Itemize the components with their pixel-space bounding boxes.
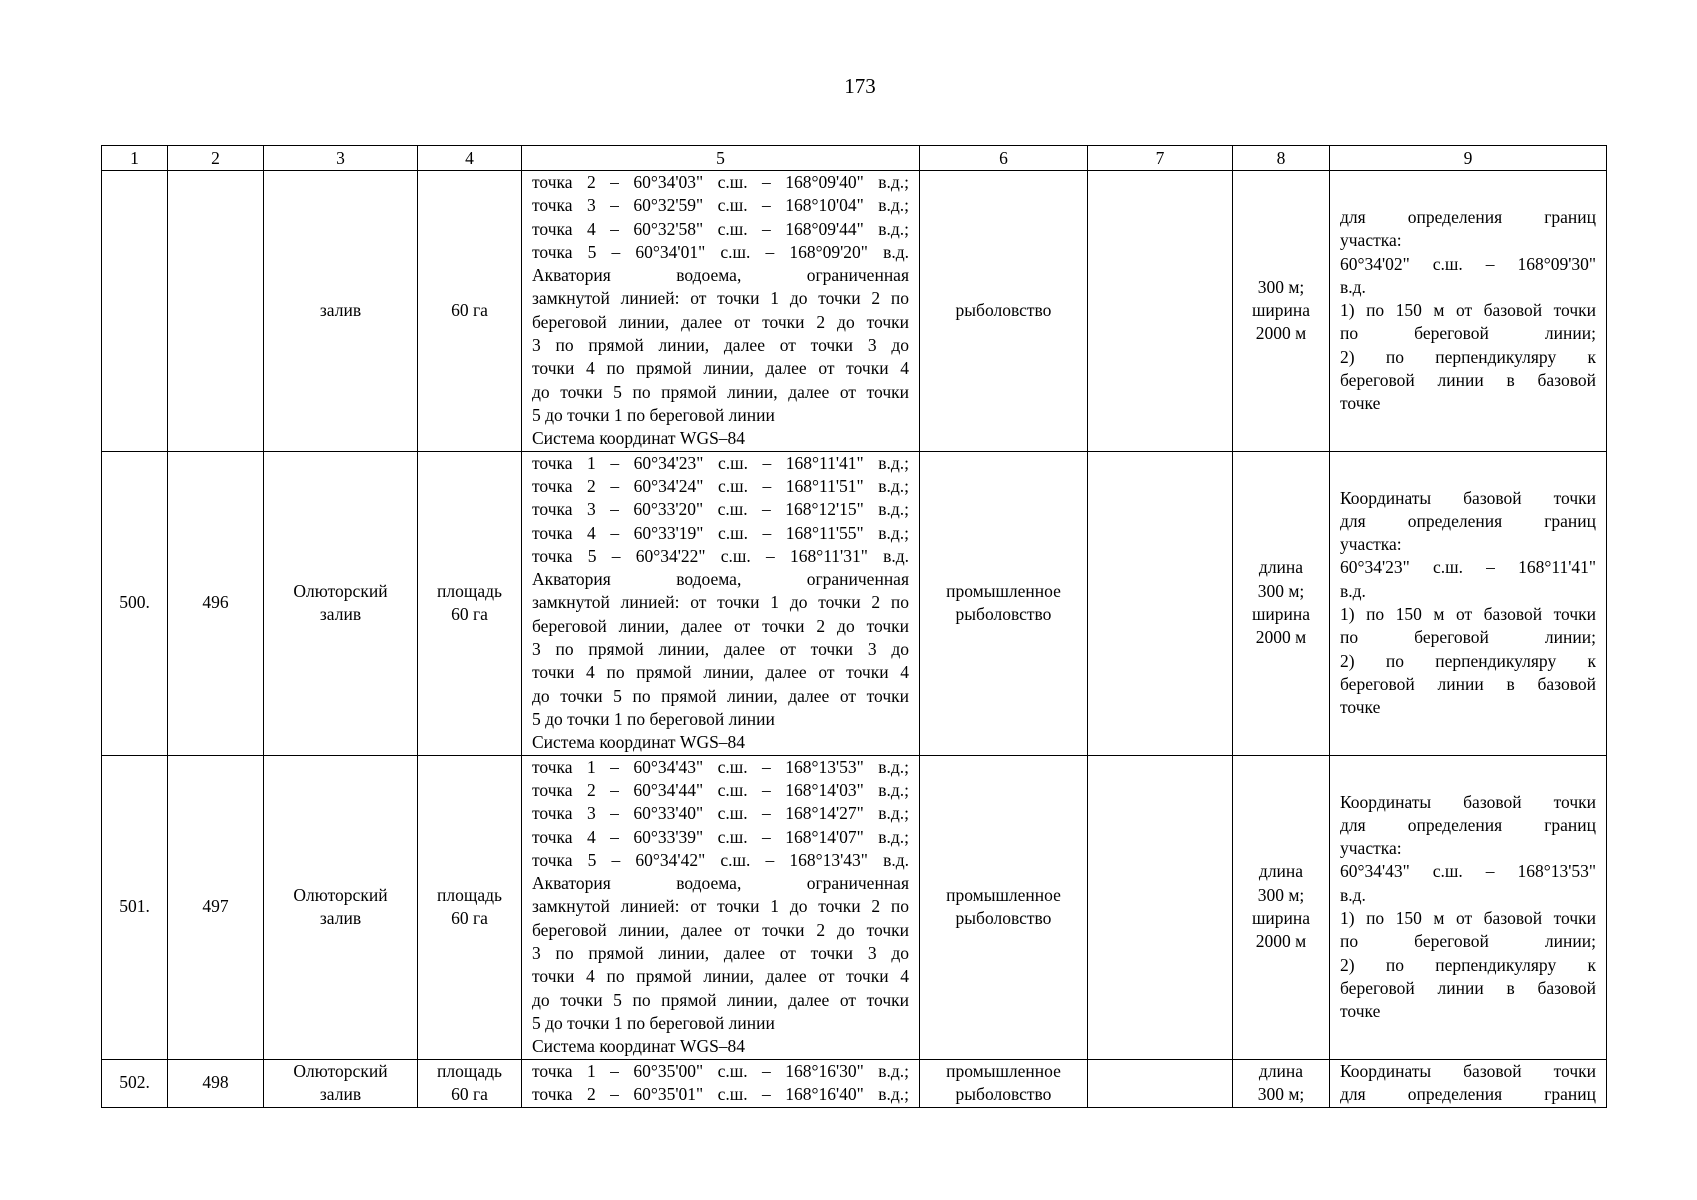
fishing-type-line: промышленное — [946, 1060, 1061, 1081]
coordinate-line: береговой линии, далее от точки 2 до точки — [532, 919, 909, 940]
site-size-cell — [1233, 171, 1330, 452]
area-cell — [418, 171, 522, 452]
column-header: 8 — [1233, 146, 1330, 171]
site-id-cell: 497 — [168, 755, 264, 1059]
base-point-cell — [1330, 171, 1607, 452]
base-point-line: для определения границ — [1340, 510, 1596, 531]
coordinate-line: точка 4 – 60°33'39" с.ш. – 168°14'07" в.д.; — [532, 826, 909, 847]
water-body-cell — [264, 451, 418, 755]
coordinate-line: Система координат WGS–84 — [532, 1036, 746, 1057]
row-number-cell — [102, 171, 168, 452]
base-point-line: 2) по перпендикуляру к — [1340, 650, 1596, 671]
coordinates-cell — [522, 1059, 920, 1107]
base-point-line: Координаты базовой точки — [1340, 791, 1596, 812]
coordinate-line: точка 3 – 60°33'40" с.ш. – 168°14'27" в.д.; — [532, 803, 909, 824]
base-point-line: для определения границ — [1340, 206, 1596, 227]
coordinate-line: замкнутой линией: от точки 1 до точки 2 по — [532, 592, 909, 613]
fishing-type-line: рыболовство — [955, 1084, 1052, 1105]
coordinate-line: замкнутой линией: от точки 1 до точки 2 по — [532, 896, 909, 917]
base-point-line: 60°34'43" с.ш. – 168°13'53" — [1340, 861, 1596, 882]
coordinate-line: до точки 5 по прямой линии, далее от точки — [532, 381, 909, 402]
empty-cell — [1088, 755, 1233, 1059]
base-point-line: 1) по 150 м от базовой точки — [1340, 908, 1596, 929]
base-point-line: точке — [1340, 1001, 1381, 1022]
site-id-cell: 496 — [168, 451, 264, 755]
coordinate-line: 5 до точки 1 по береговой линии — [532, 404, 775, 425]
area-line: площадь — [437, 580, 502, 601]
coordinate-line: точка 2 – 60°34'44" с.ш. – 168°14'03" в.д.; — [532, 779, 909, 800]
fishing-type-line: рыболовство — [955, 908, 1052, 929]
column-header: 2 — [168, 146, 264, 171]
site-size-line: 300 м; — [1257, 1084, 1305, 1105]
base-point-line: 60°34'02" с.ш. – 168°09'30" — [1340, 253, 1596, 274]
water-body-line: залив — [319, 1084, 362, 1105]
base-point-line: в.д. — [1340, 276, 1366, 297]
site-size-line: 300 м; — [1257, 580, 1305, 601]
area-line: площадь — [437, 884, 502, 905]
coordinate-line: Акватория водоема, ограниченная — [532, 873, 909, 894]
coordinate-line: 5 до точки 1 по береговой линии — [532, 1012, 775, 1033]
coordinate-line: точка 1 – 60°35'00" с.ш. – 168°16'30" в.д.; — [532, 1060, 909, 1081]
site-size-line: длина — [1258, 1060, 1304, 1081]
site-size-line: 300 м; — [1257, 884, 1305, 905]
area-cell — [418, 755, 522, 1059]
coordinate-line: точка 4 – 60°33'19" с.ш. – 168°11'55" в.д.; — [532, 522, 909, 543]
site-size-cell — [1233, 755, 1330, 1059]
fishing-type-cell — [920, 755, 1088, 1059]
site-size-cell — [1233, 1059, 1330, 1107]
fishing-type-line: рыболовство — [955, 300, 1052, 321]
coordinate-line: точки 4 по прямой линии, далее от точки 4 — [532, 662, 909, 683]
site-size-line: длина — [1258, 861, 1304, 882]
base-point-line: 60°34'23" с.ш. – 168°11'41" — [1340, 557, 1596, 578]
site-size-line: ширина — [1251, 604, 1311, 625]
column-header: 9 — [1330, 146, 1607, 171]
water-body-line: залив — [319, 908, 362, 929]
site-size-line: длина — [1258, 557, 1304, 578]
empty-cell — [1088, 171, 1233, 452]
coordinate-line: точка 5 – 60°34'01" с.ш. – 168°09'20" в.д. — [532, 241, 909, 262]
base-point-line: точке — [1340, 697, 1381, 718]
base-point-line: 1) по 150 м от базовой точки — [1340, 300, 1596, 321]
base-point-line: береговой линии в базовой — [1340, 370, 1596, 391]
coordinate-line: точки 4 по прямой линии, далее от точки 4 — [532, 358, 909, 379]
site-size-line: ширина — [1251, 300, 1311, 321]
water-body-cell — [264, 171, 418, 452]
base-point-line: по береговой линии; — [1340, 323, 1596, 344]
column-header: 3 — [264, 146, 418, 171]
area-cell — [418, 1059, 522, 1107]
water-body-cell — [264, 755, 418, 1059]
base-point-line: по береговой линии; — [1340, 931, 1596, 952]
base-point-line: 2) по перпендикуляру к — [1340, 954, 1596, 975]
coordinate-line: Акватория водоема, ограниченная — [532, 569, 909, 590]
base-point-line: по береговой линии; — [1340, 627, 1596, 648]
base-point-line: в.д. — [1340, 580, 1366, 601]
base-point-line: для определения границ — [1340, 814, 1596, 835]
coordinate-line: 3 по прямой линии, далее от точки 3 до — [532, 639, 909, 659]
base-point-line: береговой линии в базовой — [1340, 977, 1596, 998]
coordinate-line: замкнутой линией: от точки 1 до точки 2 по — [532, 288, 909, 309]
column-header: 4 — [418, 146, 522, 171]
base-point-line: участка: — [1340, 534, 1402, 555]
coordinate-line: Система координат WGS–84 — [532, 732, 746, 753]
base-point-line: участка: — [1340, 230, 1402, 251]
column-header: 6 — [920, 146, 1088, 171]
water-body-line: Олюторский — [293, 1060, 388, 1081]
table-row — [102, 1059, 1607, 1107]
coordinate-line: точка 3 – 60°32'59" с.ш. – 168°10'04" в.д.; — [532, 195, 909, 216]
site-id-cell: 498 — [168, 1059, 264, 1107]
area-line: площадь — [437, 1060, 502, 1081]
water-body-line: залив — [319, 300, 362, 321]
row-number-cell: 502. — [102, 1059, 168, 1107]
coordinate-line: точка 5 – 60°34'42" с.ш. – 168°13'43" в.д. — [532, 849, 909, 870]
column-header: 5 — [522, 146, 920, 171]
area-line: 60 га — [451, 604, 488, 625]
water-body-line: залив — [319, 604, 362, 625]
coordinate-line: точка 1 – 60°34'23" с.ш. – 168°11'41" в.д.; — [532, 452, 909, 473]
base-point-line: 1) по 150 м от базовой точки — [1340, 604, 1596, 625]
base-point-cell — [1330, 1059, 1607, 1107]
base-point-line: 2) по перпендикуляру к — [1340, 346, 1596, 367]
site-size-line: ширина — [1251, 908, 1311, 929]
coordinate-line: точка 1 – 60°34'43" с.ш. – 168°13'53" в.д.; — [532, 756, 909, 777]
page-number: 173 — [844, 74, 876, 98]
row-number-cell: 500. — [102, 451, 168, 755]
table-row — [102, 755, 1607, 1059]
site-size-line: 300 м; — [1257, 276, 1305, 297]
column-number-row — [102, 146, 1607, 171]
site-size-line: 2000 м — [1255, 323, 1307, 344]
coordinate-line: точка 2 – 60°34'03" с.ш. – 168°09'40" в.д.; — [532, 172, 909, 192]
coordinate-line: до точки 5 по прямой линии, далее от точки — [532, 989, 909, 1010]
coordinate-line: до точки 5 по прямой линии, далее от точки — [532, 685, 909, 706]
area-line: 60 га — [451, 300, 488, 321]
empty-cell — [1088, 451, 1233, 755]
water-body-line: Олюторский — [293, 580, 388, 601]
column-header: 7 — [1088, 146, 1233, 171]
site-size-line: 2000 м — [1255, 627, 1307, 648]
fishing-type-line: промышленное — [946, 884, 1061, 905]
coordinate-line: Акватория водоема, ограниченная — [532, 265, 909, 286]
base-point-line: береговой линии в базовой — [1340, 673, 1596, 694]
area-cell — [418, 451, 522, 755]
water-body-cell — [264, 1059, 418, 1107]
coordinate-line: точки 4 по прямой линии, далее от точки 4 — [532, 966, 909, 987]
coordinate-line: 5 до точки 1 по береговой линии — [532, 708, 775, 729]
table-row — [102, 171, 1607, 452]
coordinates-cell — [522, 755, 920, 1059]
coordinate-line: точка 5 – 60°34'22" с.ш. – 168°11'31" в.д. — [532, 545, 909, 566]
base-point-line: Координаты базовой точки — [1340, 1060, 1596, 1081]
site-size-line: 2000 м — [1255, 931, 1307, 952]
coordinate-line: 3 по прямой линии, далее от точки 3 до — [532, 943, 909, 963]
fishing-type-cell — [920, 451, 1088, 755]
site-id-cell — [168, 171, 264, 452]
base-point-line: для определения границ — [1340, 1084, 1596, 1105]
empty-cell — [1088, 1059, 1233, 1107]
site-size-cell — [1233, 451, 1330, 755]
base-point-line: Координаты базовой точки — [1340, 487, 1596, 508]
base-point-cell — [1330, 451, 1607, 755]
fishing-type-cell — [920, 1059, 1088, 1107]
coordinate-line: 3 по прямой линии, далее от точки 3 до — [532, 335, 909, 356]
water-body-line: Олюторский — [293, 884, 388, 905]
coordinate-line: береговой линии, далее от точки 2 до точки — [532, 311, 909, 332]
fishing-sites-table — [101, 145, 1607, 1108]
coordinate-line: береговой линии, далее от точки 2 до точки — [532, 615, 909, 636]
area-line: 60 га — [451, 1084, 488, 1105]
base-point-line: точке — [1340, 393, 1381, 414]
column-header: 1 — [102, 146, 168, 171]
coordinate-line: точка 4 – 60°32'58" с.ш. – 168°09'44" в.д.; — [532, 218, 909, 239]
coordinate-line: точка 2 – 60°35'01" с.ш. – 168°16'40" в.д.; — [532, 1084, 909, 1105]
coordinates-cell — [522, 171, 920, 452]
coordinate-line: точка 2 – 60°34'24" с.ш. – 168°11'51" в.д.; — [532, 475, 909, 496]
fishing-type-line: рыболовство — [955, 604, 1052, 625]
coordinates-cell — [522, 451, 920, 755]
base-point-line: участка: — [1340, 838, 1402, 859]
base-point-line: в.д. — [1340, 884, 1366, 905]
coordinate-line: Система координат WGS–84 — [532, 428, 746, 449]
table-row — [102, 451, 1607, 755]
coordinate-line: точка 3 – 60°33'20" с.ш. – 168°12'15" в.д.; — [532, 499, 909, 520]
area-line: 60 га — [451, 908, 488, 929]
base-point-cell — [1330, 755, 1607, 1059]
fishing-type-cell — [920, 171, 1088, 452]
row-number-cell: 501. — [102, 755, 168, 1059]
fishing-type-line: промышленное — [946, 580, 1061, 601]
